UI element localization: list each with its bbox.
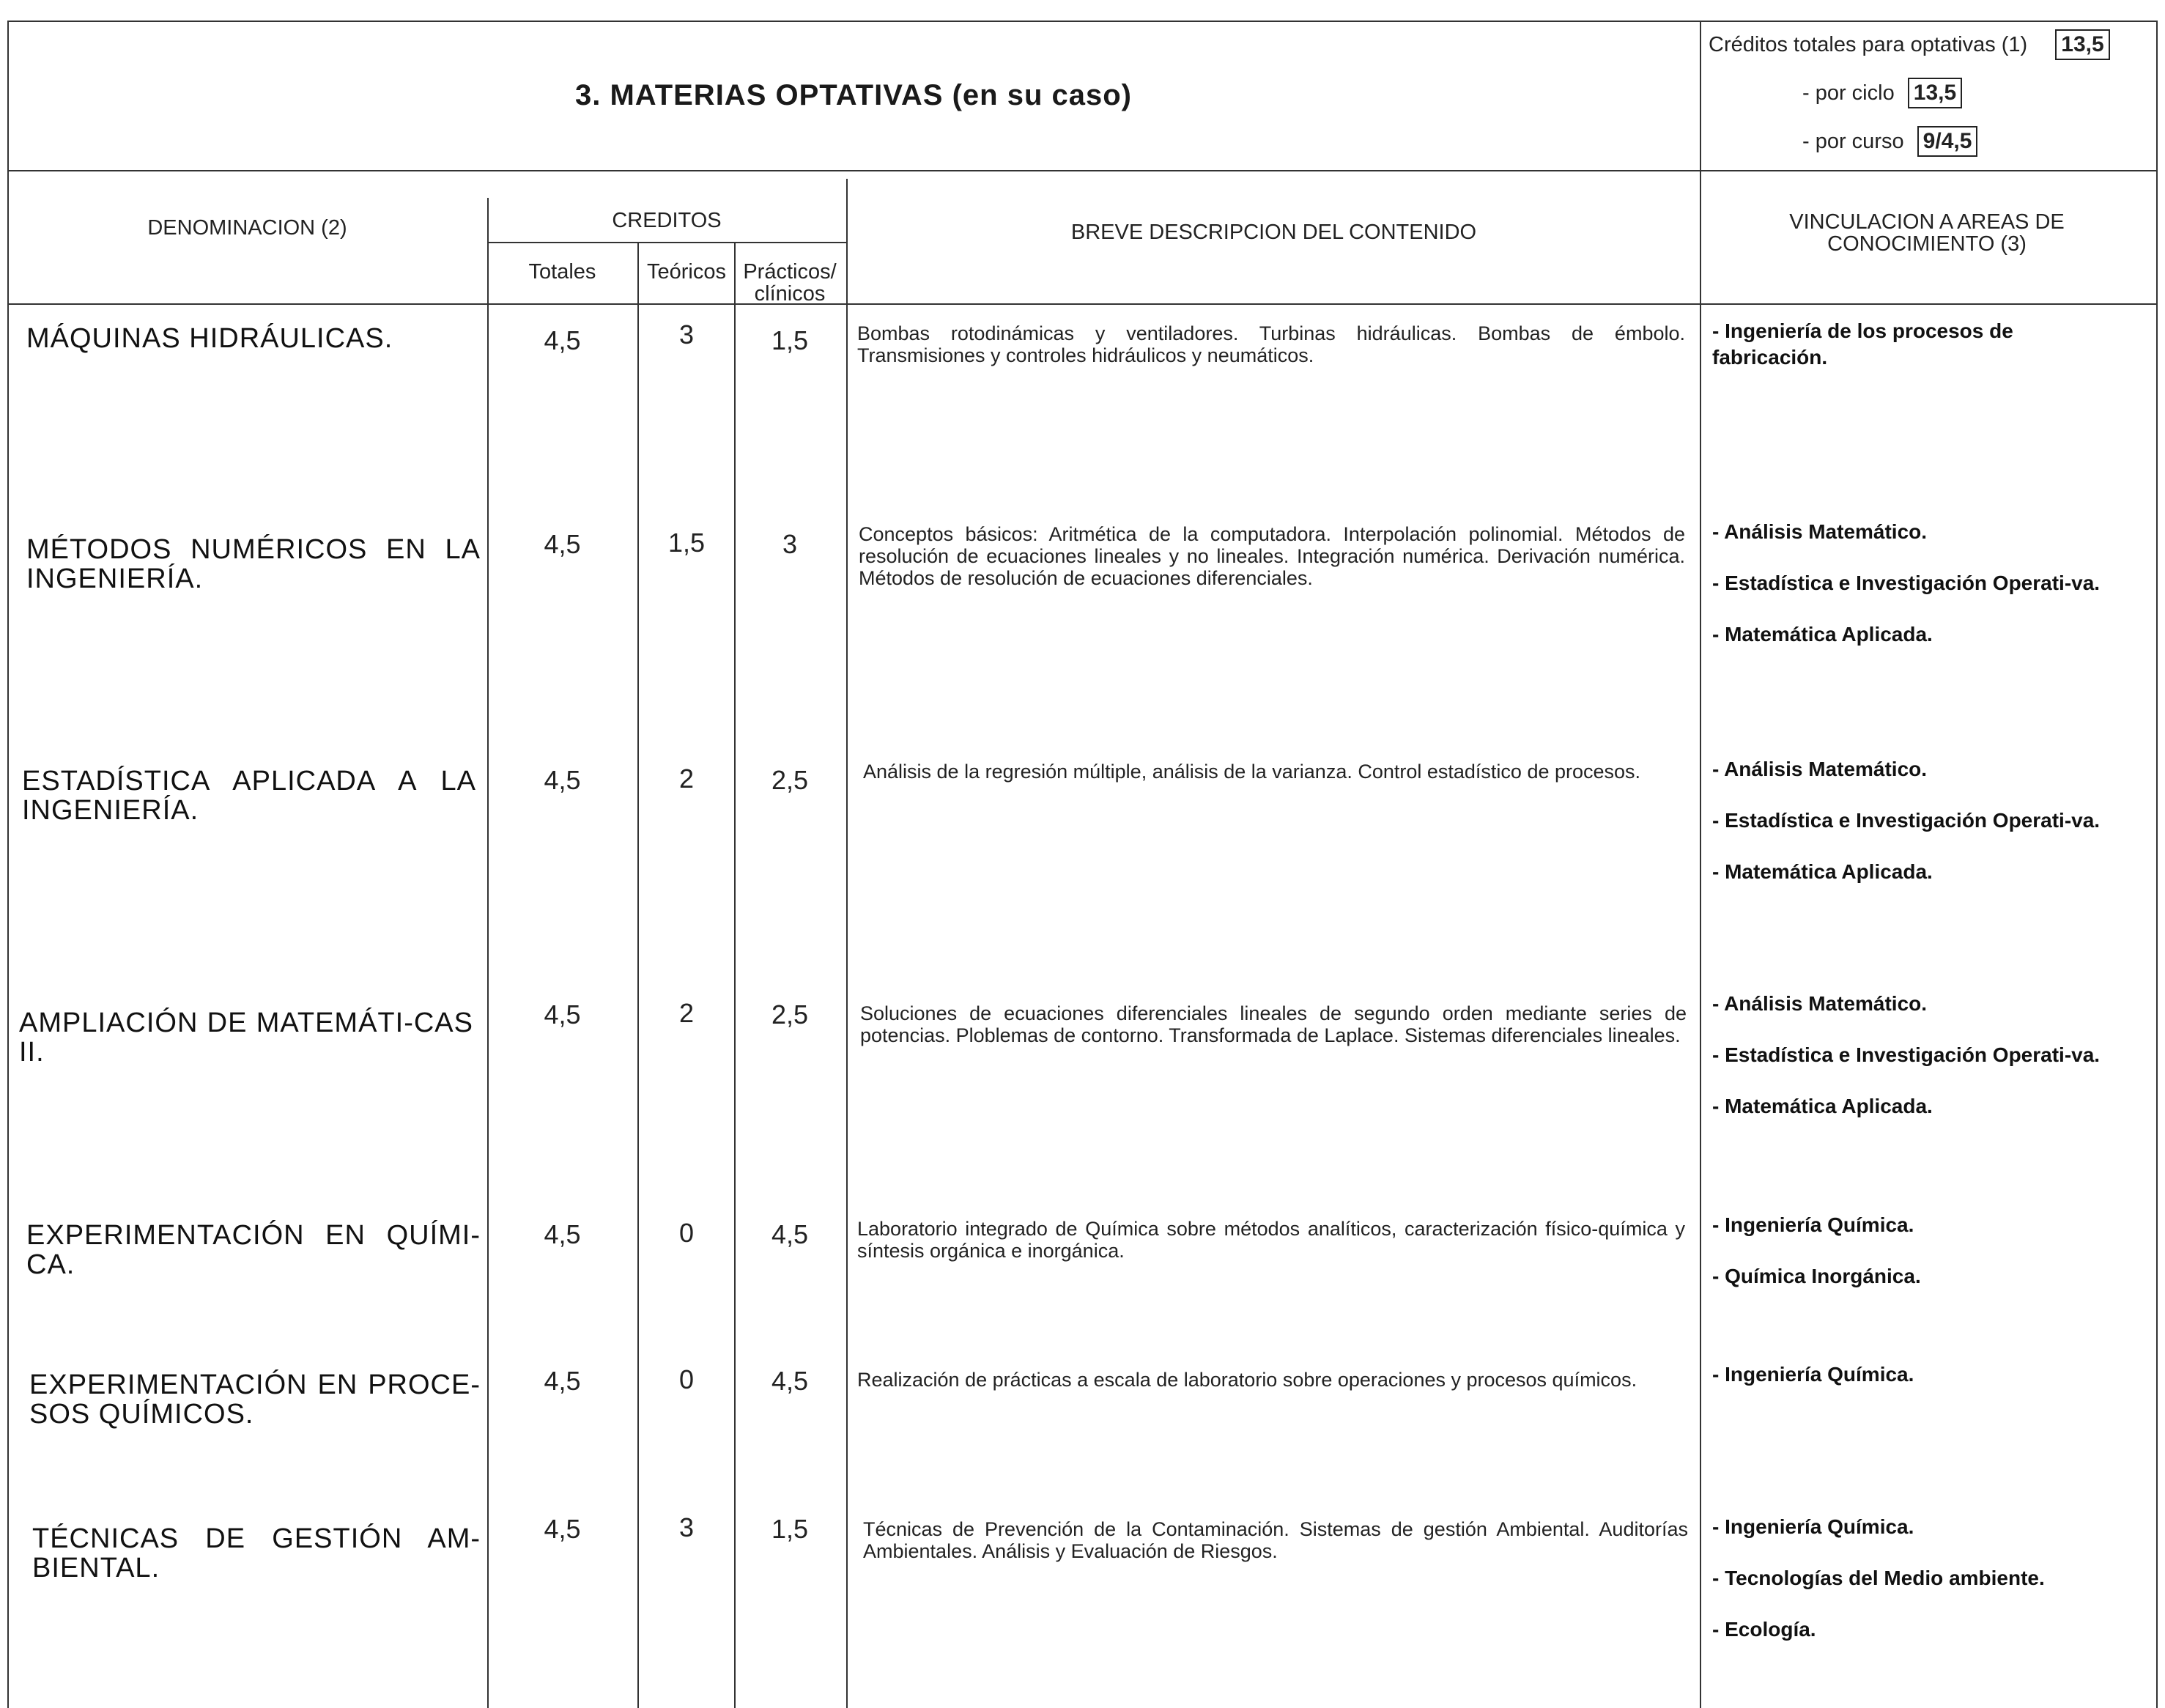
subject-description: Realización de prácticas a escala de laboratorio sobre operaciones y procesos químicos. [857,1369,1637,1391]
area-item: - Matemática Aplicada. [1712,1095,1933,1117]
col-divider-teoricos [734,242,736,1708]
per-cycle-value: 13,5 [1908,78,1962,108]
area-item: - Ecología. [1712,1618,1816,1641]
credits-subheader-divider [487,242,846,243]
credits-totales: 4,5 [544,1366,581,1396]
credits-totales: 4,5 [544,1514,581,1544]
area-item: - Ingeniería Química. [1712,1213,1914,1236]
credits-total-value: 13,5 [2055,29,2109,60]
credits-teoricos: 3 [678,1512,695,1542]
column-header-divider [7,303,2158,305]
credits-teoricos: 2 [678,998,695,1028]
knowledge-areas [1712,1514,2123,1668]
area-item: - Análisis Matemático. [1712,758,1928,780]
credits-practicos: 2,5 [771,999,809,1029]
subject-name: TÉCNICAS DE GESTIÓN AM-BIENTAL. [32,1523,481,1583]
subject-description: Análisis de la regresión múltiple, análisis de la varianza. Control estadístico de procesos. [863,761,1641,783]
credits-teoricos: 0 [678,1364,695,1394]
knowledge-areas [1712,318,2123,396]
subject-description: Técnicas de Prevención de la Contaminación. Sistemas de gestión Ambiental. Auditorías Ambientales. Análisis y Evaluación de Riesgos. [863,1518,1688,1562]
knowledge-areas [1712,756,2123,910]
subject-description: Conceptos básicos: Aritmética de la computadora. Interpolación polinomial. Métodos de resolución de ecuaciones lineales y no lineales. Integración numérica. Derivación numérica. Métodos de resolución de ecuaciones diferenciales. [859,523,1685,589]
area-item: - Estadística e Investigación Operati-va. [1712,1043,2101,1066]
credits-teoricos: 2 [678,764,695,794]
credits-totales: 4,5 [544,1219,581,1249]
credits-teoricos: 0 [678,1218,695,1248]
area-item: - Matemática Aplicada. [1712,860,1933,883]
header-right-divider [1700,21,1701,1708]
subject-name: AMPLIACIÓN DE MATEMÁTI-CAS II. [19,1008,473,1068]
knowledge-areas [1712,1361,2123,1413]
knowledge-areas [1712,1212,2123,1315]
knowledge-areas [1712,519,2123,673]
credits-teoricos: 1,5 [667,528,706,558]
col-header-denominacion: DENOMINACION (2) [147,216,347,240]
area-item: - Ingeniería de los procesos de fabricación. [1712,319,2013,369]
col-header-practicos: Prácticos/ clínicos [743,260,837,306]
area-item: - Estadística e Investigación Operati-va. [1712,572,2101,594]
knowledge-areas [1712,991,2123,1145]
subject-description: Laboratorio integrado de Química sobre métodos analíticos, caracterización físico-química y síntesis orgánica e inorgánica. [857,1218,1685,1262]
subject-name: ESTADÍSTICA APLICADA A LA INGENIERÍA. [22,766,476,826]
page-title: 3. MATERIAS OPTATIVAS (en su caso) [574,79,1132,111]
col-header-vinculacion: VINCULACION A AREAS DE CONOCIMIENTO (3) [1789,210,2065,256]
col-header-totales: Totales [528,260,596,284]
header-divider [7,170,2158,171]
area-item: - Matemática Aplicada. [1712,623,1933,646]
col-header-teoricos: Teóricos [647,260,726,284]
credits-totales: 4,5 [544,765,581,795]
subject-description: Soluciones de ecuaciones diferenciales lineales de segundo orden mediante series de potencias. Ploblemas de contorno. Transformada de Laplace. Sistemas diferenciales lineales. [860,1002,1687,1046]
area-item: - Ingeniería Química. [1712,1363,1914,1386]
subject-name: MÉTODOS NUMÉRICOS EN LA INGENIERÍA. [26,534,481,594]
credits-total [1709,29,2110,60]
credits-practicos: 2,5 [771,765,809,795]
per-course-value: 9/4,5 [1917,126,1978,157]
credits-teoricos: 3 [678,319,695,350]
credits-totales: 4,5 [544,529,581,559]
credits-totales: 4,5 [544,999,581,1029]
subject-name: MÁQUINAS HIDRÁULICAS. [26,323,393,354]
credits-totales: 4,5 [544,325,581,355]
area-item: - Análisis Matemático. [1712,520,1928,543]
col-divider-totales [637,242,639,1708]
area-item: - Ingeniería Química. [1712,1515,1914,1538]
subject-name: EXPERIMENTACIÓN EN PROCE-SOS QUÍMICOS. [29,1369,481,1430]
subject-description: Bombas rotodinámicas y ventiladores. Turbinas hidráulicas. Bombas de émbolo. Transmisiones y controles hidráulicos y neumáticos. [857,322,1685,366]
col-header-descripcion: BREVE DESCRIPCION DEL CONTENIDO [1070,221,1477,244]
credits-practicos: 1,5 [771,325,809,355]
credits-per-cycle [1802,78,1962,108]
col-divider-name [487,198,489,1708]
credits-practicos: 3 [782,529,798,559]
credits-per-course [1802,126,1977,157]
subject-name: EXPERIMENTACIÓN EN QUÍMI-CA. [26,1220,481,1280]
credits-practicos: 4,5 [771,1219,809,1249]
per-cycle-label: - por ciclo [1802,81,1895,105]
area-item: - Química Inorgánica. [1712,1265,1921,1287]
per-course-label: - por curso [1802,130,1904,153]
credits-practicos: 4,5 [771,1366,809,1396]
area-item: - Análisis Matemático. [1712,992,1928,1015]
col-header-creditos: CREDITOS [612,209,722,232]
col-divider-practicos [846,179,848,1708]
area-item: - Estadística e Investigación Operati-va. [1712,809,2101,832]
credits-total-label: Créditos totales para optativas (1) [1709,33,2028,56]
area-item: - Tecnologías del Medio ambiente. [1712,1567,2045,1589]
credits-practicos: 1,5 [771,1514,809,1544]
